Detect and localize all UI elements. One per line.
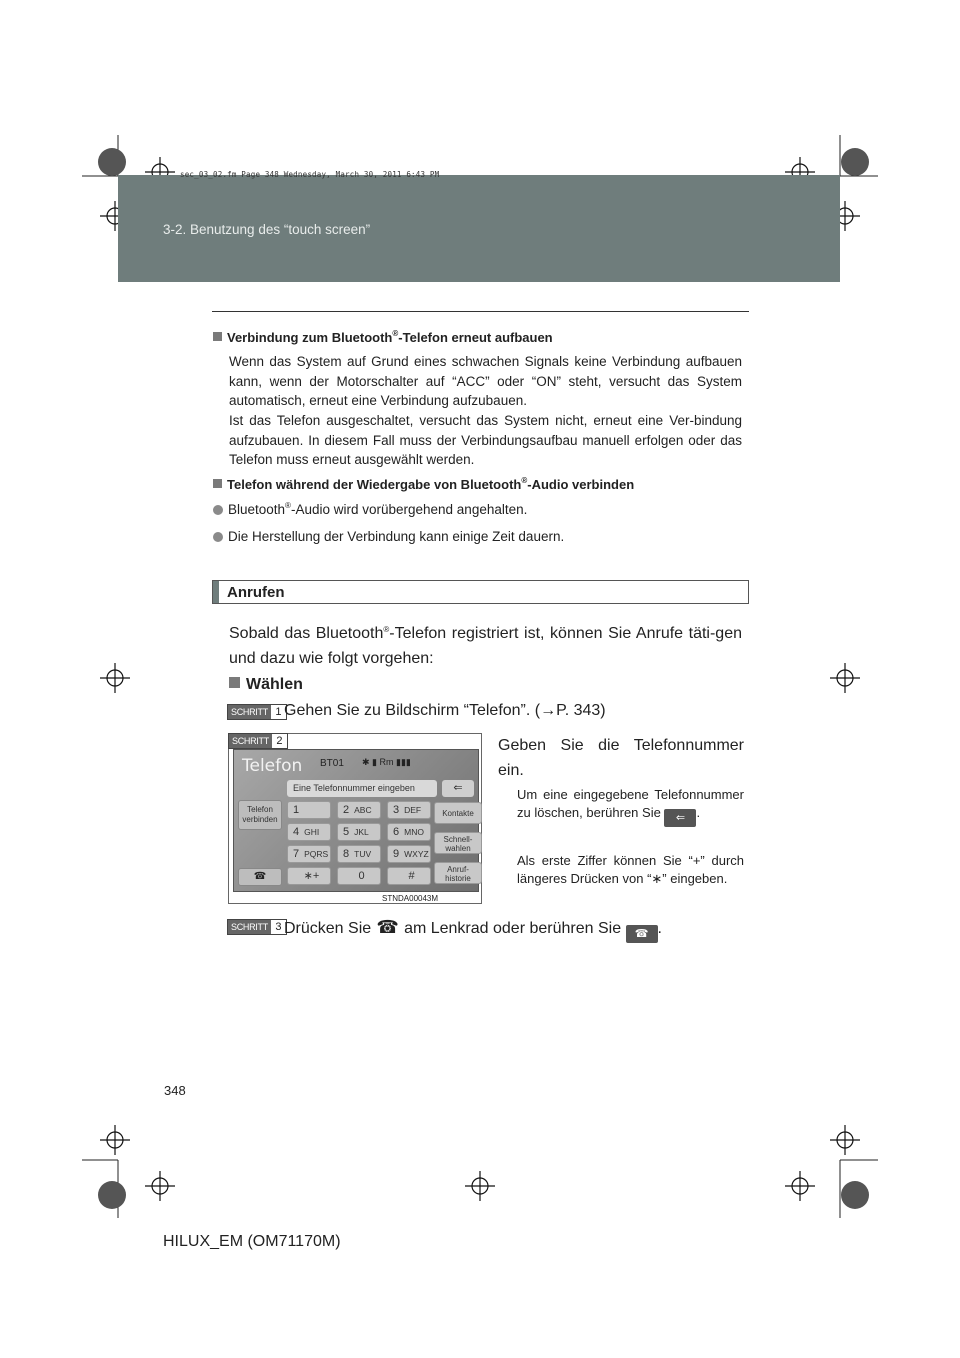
bullet-dot-icon: [213, 505, 223, 515]
keypad-key[interactable]: 2 ABC: [337, 801, 381, 819]
paragraph-reconnect-2: Ist das Telefon ausgeschaltet, versucht das System nicht, erneut eine Ver-bindung aufzubauen. In diesem Fall muss der Verbindungsaufbau manuell erfolgen oder das Telefon muss erneut ausgewählt werden.: [229, 413, 742, 467]
step-badge-2: SCHRITT 2: [228, 733, 288, 749]
intro-paragraph: Sobald das Bluetooth®-Telefon registriert ist, können Sie Anrufe täti-gen und dazu wie folgt vorgehen:: [229, 625, 742, 667]
contacts-button[interactable]: Kontakte: [434, 802, 482, 824]
call-history-button[interactable]: Anruf- historie: [434, 862, 482, 884]
step-3-text: Drücken Sie ☎ am Lenkrad oder berühren Sie ☎ .: [284, 917, 662, 943]
keypad-key[interactable]: 1: [287, 801, 331, 819]
keypad-key-hash[interactable]: #: [387, 867, 431, 885]
keypad-key[interactable]: 3 DEF: [387, 801, 431, 819]
status-icons: ✱ ▮ Rm ▮▮▮: [362, 757, 411, 767]
note-plus: Als erste Ziffer können Sie “+” durch längeres Drücken von “∗” eingeben.: [517, 853, 744, 886]
screen-title: Telefon: [242, 756, 303, 776]
registration-mark: [100, 157, 860, 1201]
keypad-key[interactable]: 9 WXYZ: [387, 845, 431, 863]
subheading-waehlen: Wählen: [229, 676, 303, 694]
note-delete: Um eine eingegebene Telefonnummer zu löschen, berühren Sie ⇐ .: [517, 786, 744, 827]
heading-audio-connect: Telefon während der Wiedergabe von Bluetooth®-Audio verbinden: [213, 477, 634, 492]
speed-dial-button[interactable]: Schnell- wahlen: [434, 832, 482, 854]
phone-screen: [233, 749, 479, 892]
backspace-button[interactable]: ⇐: [442, 780, 474, 797]
bullet-audio-paused: Bluetooth®-Audio wird vorübergehend angehalten.: [213, 502, 527, 517]
divider: [212, 311, 749, 312]
file-info: sec_03_02.fm Page 348 Wednesday, March 30, 2011 6:43 PM: [180, 170, 440, 179]
device-name: BT01: [320, 758, 344, 769]
step-1-text: Gehen Sie zu Bildschirm “Telefon”. (→P. 343): [284, 702, 606, 719]
step-2-text: Geben Sie die Telefonnummer ein.: [498, 737, 744, 779]
backspace-icon: ⇐: [664, 809, 696, 827]
square-bullet-icon: [229, 677, 240, 688]
square-bullet-icon: [213, 332, 222, 341]
section-title-anrufen: Anrufen: [227, 584, 285, 601]
keypad-key-zero[interactable]: 0: [337, 867, 381, 885]
model-code: HILUX_EM (OM71170M): [163, 1233, 341, 1250]
keypad-key[interactable]: 6 MNO: [387, 823, 431, 841]
section-title: 3-2. Benutzung des “touch screen”: [163, 222, 371, 237]
step-badge-3: SCHRITT 3: [227, 919, 287, 935]
screen-illustration: [228, 733, 482, 904]
keypad-key-star[interactable]: ∗+: [287, 867, 331, 885]
step-badge-1: SCHRITT 1: [227, 704, 287, 720]
image-code: STNDA00043M: [382, 894, 439, 903]
connect-phone-button[interactable]: Telefon verbinden: [238, 800, 282, 830]
heading-reconnect: Verbindung zum Bluetooth®-Telefon erneut aufbauen: [213, 330, 553, 345]
square-bullet-icon: [213, 479, 222, 488]
paragraph-reconnect-1: Wenn das System auf Grund eines schwachen Signals keine Verbindung aufbauen kann, wenn der Motorschalter auf “ACC” oder “ON” steht, versucht das System automatisch, erneut eine Verbindung aufzubauen.: [229, 354, 742, 408]
call-button[interactable]: ☎: [238, 868, 282, 886]
keypad-key[interactable]: 8 TUV: [337, 845, 381, 863]
page-number: 348: [164, 1083, 186, 1098]
section-box-anrufen: [212, 580, 749, 604]
keypad-key[interactable]: 5 JKL: [337, 823, 381, 841]
call-icon: ☎: [626, 925, 658, 943]
keypad-key[interactable]: 7 PQRS: [287, 845, 331, 863]
bullet-connection-time: Die Herstellung der Verbindung kann einige Zeit dauern.: [213, 529, 564, 544]
keypad-key[interactable]: 4 GHI: [287, 823, 331, 841]
number-input[interactable]: Eine Telefonnummer eingeben: [287, 780, 437, 797]
bullet-dot-icon: [213, 532, 223, 542]
phone-handset-icon: ☎: [376, 917, 399, 937]
